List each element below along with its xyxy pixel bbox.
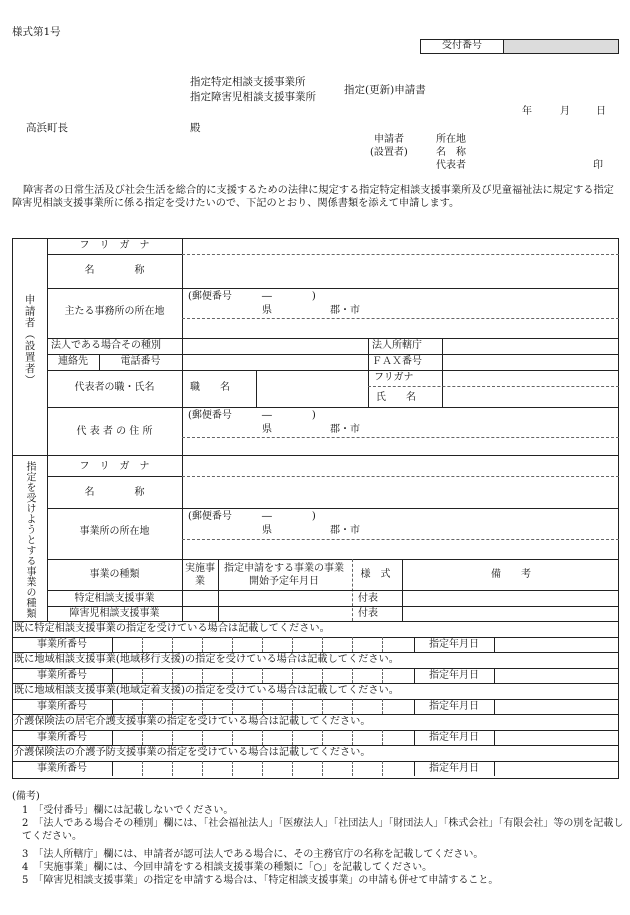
- office-number-label: 事業所番号: [37, 763, 87, 774]
- note-4: 4 「実施事業」欄には、今回申請をする相談支援事業の種類に「○」を記載してください。: [22, 862, 433, 873]
- divider: [12, 745, 619, 746]
- format-child: 付表: [358, 608, 378, 619]
- office-number-field[interactable]: [113, 762, 413, 775]
- date-field-child[interactable]: [220, 608, 350, 620]
- business-row-child: 障害児相談支援事業: [69, 608, 160, 619]
- office-location-pref: 県: [262, 525, 272, 536]
- rep-name-field[interactable]: [444, 389, 617, 405]
- applicant-rep-label: 代表者: [436, 160, 466, 171]
- designation-date-label: 指定年月日: [429, 763, 479, 774]
- main-office-label: 主たる事務所の所在地: [64, 306, 165, 317]
- divider: [494, 730, 495, 745]
- office-number-label: 事業所番号: [37, 701, 87, 712]
- date-field-specified[interactable]: [220, 592, 350, 604]
- title-line1: 指定特定相談支援事業所: [190, 76, 306, 88]
- fax-label: ＦＡＸ番号: [372, 356, 422, 367]
- applicant-furigana-label: フ リ ガ ナ: [79, 240, 150, 251]
- divider: [12, 652, 619, 653]
- corp-office-label: 法人所轄庁: [372, 340, 422, 351]
- previous-note-3: 既に地域相談支援事業(地域定着支援)の指定を受けている場合は記載してください。: [14, 685, 399, 696]
- remarks-field-specified[interactable]: [404, 592, 617, 604]
- note-1: 1 「受付番号」欄には記載しないでください。: [22, 805, 234, 816]
- seal-mark: 印: [593, 160, 603, 171]
- office-number-label: 事業所番号: [37, 639, 87, 650]
- rep-address-pref: 県: [262, 424, 272, 435]
- designation-date-field[interactable]: [496, 762, 617, 775]
- office-number-field[interactable]: [113, 700, 413, 713]
- business-furigana-label: フ リ ガ ナ: [79, 461, 150, 472]
- rep-address-city: 郡・市: [330, 424, 360, 435]
- designation-date-label: 指定年月日: [429, 639, 479, 650]
- designation-date-field[interactable]: [496, 700, 617, 713]
- designation-date-field[interactable]: [496, 731, 617, 744]
- title-line2: 指定障害児相談支援事業所: [190, 91, 316, 103]
- rep-name-label: 氏 名: [376, 392, 416, 403]
- applicant-address-label: 所在地: [436, 134, 466, 145]
- date-month: 月: [560, 106, 570, 117]
- business-row-specified: 特定相談支援事業: [74, 593, 155, 604]
- note-5: 5 「障害児相談支援事業」の指定を申請する場合は、「特定相談支援事業」の申請も併せて申請すること。: [22, 875, 499, 886]
- phone-label: 電話番号: [120, 356, 161, 367]
- previous-note-2: 既に地域相談支援事業(地域移行支援)の指定を受けている場合は記載してください。: [14, 654, 399, 665]
- position-label: 職 名: [190, 382, 230, 393]
- divider: [12, 683, 619, 684]
- office-number-field[interactable]: [113, 731, 413, 744]
- date-header: 指定申請をする事業の事業開始予定年月日: [224, 563, 344, 587]
- office-location-city: 郡・市: [330, 525, 360, 536]
- applicant-name-field[interactable]: [184, 256, 617, 286]
- divider: [494, 637, 495, 652]
- previous-note-4: 介護保険法の居宅介護支援事業の指定を受けている場合は記載してください。: [14, 716, 371, 727]
- designation-date-field[interactable]: [496, 638, 617, 651]
- rep-title-label: 代表者の職・氏名: [74, 382, 155, 393]
- notes-heading: (備考): [12, 791, 40, 802]
- impl-header: 実施事業: [185, 563, 215, 587]
- format-specified: 付表: [358, 593, 378, 604]
- previous-note-5: 介護保険法の介護予防支援事業の指定を受けている場合は記載してください。: [14, 747, 371, 758]
- designation-date-label: 指定年月日: [429, 670, 479, 681]
- divider: [494, 761, 495, 776]
- designation-date-field[interactable]: [496, 669, 617, 682]
- main-office-pref: 県: [262, 305, 272, 316]
- rep-address-field[interactable]: [184, 439, 617, 453]
- rep-address-postal: (郵便番号 ― ): [188, 410, 316, 421]
- fax-field[interactable]: [444, 356, 617, 368]
- business-name-header: 名 称: [84, 487, 145, 498]
- business-section-label: 指定を受けようとする事業の種類: [24, 461, 35, 619]
- office-location-label: 事業所の所在地: [79, 526, 150, 537]
- office-number-field[interactable]: [113, 669, 413, 682]
- applicant-section-label: 申請者（設置者）: [23, 294, 36, 386]
- rep-furigana-field[interactable]: [444, 372, 617, 384]
- intro-paragraph: 障害者の日常生活及び社会生活を総合的に支援するための法律に規定する指定特定相談支援事業所及び児童福祉法に規定する指定障害児相談支援事業所に係る指定を受けたいので、下記のとおり、関係書類を添えて申請します。: [12, 185, 614, 209]
- office-location-field[interactable]: [184, 541, 617, 557]
- date-year: 年: [522, 106, 532, 117]
- applicant-furigana-field[interactable]: [184, 240, 617, 253]
- type-header: 事業の種類: [89, 569, 140, 580]
- main-office-field[interactable]: [184, 320, 617, 336]
- previous-note-1: 既に特定相談支援事業の指定を受けている場合は記載してください。: [14, 623, 330, 634]
- note-2: 2 「法人である場合その種別」欄には、「社会福祉法人」「医療法人」「社団法人」「財団法人」「株式会社」「有限会社」等の別を記載してください。: [22, 818, 624, 842]
- applicant-name-header: 名 称: [84, 265, 145, 276]
- designation-date-label: 指定年月日: [429, 732, 479, 743]
- applicant-label: 申請者: [374, 134, 404, 145]
- office-number-field[interactable]: [113, 638, 413, 651]
- remarks-field-child[interactable]: [404, 608, 617, 620]
- office-number-label: 事業所番号: [37, 732, 87, 743]
- title-suffix: 指定(更新)申請書: [344, 84, 426, 96]
- addressee-honorific: 殿: [190, 122, 201, 134]
- contact-label: 連絡先: [58, 356, 88, 367]
- business-name-field[interactable]: [184, 478, 617, 506]
- divider: [494, 699, 495, 714]
- office-location-postal: (郵便番号 ― ): [188, 511, 316, 522]
- remarks-header: 備 考: [491, 569, 531, 580]
- rep-address-label: 代 表 者 の 住 所: [76, 426, 153, 437]
- form-number: 様式第1号: [12, 26, 61, 38]
- corp-type-field[interactable]: [184, 340, 366, 352]
- reception-label: 受付番号: [442, 40, 482, 51]
- corp-type-label: 法人である場合その種別: [51, 340, 161, 351]
- business-furigana-field[interactable]: [184, 459, 617, 474]
- position-field[interactable]: [258, 372, 366, 405]
- reception-value-field[interactable]: [504, 40, 618, 53]
- impl-field-specified[interactable]: [184, 592, 216, 604]
- applicant-sublabel: (設置者): [370, 147, 408, 158]
- phone-field[interactable]: [184, 356, 366, 368]
- applicant-name-label: 名 称: [436, 147, 466, 158]
- main-office-city: 郡・市: [330, 305, 360, 316]
- divider: [494, 668, 495, 683]
- office-number-label: 事業所番号: [37, 670, 87, 681]
- main-office-postal: (郵便番号 ― ): [188, 291, 316, 302]
- note-3: 3 「法人所轄庁」欄には、申請者が認可法人である場合に、その主務官庁の名称を記載してください。: [22, 849, 484, 860]
- format-header: 様 式: [360, 569, 391, 580]
- impl-field-child[interactable]: [184, 608, 216, 620]
- addressee-name: 高浜町長: [26, 122, 68, 134]
- date-day: 日: [596, 106, 606, 117]
- divider: [12, 714, 619, 715]
- rep-furigana-label: フリガナ: [374, 372, 414, 383]
- designation-date-label: 指定年月日: [429, 701, 479, 712]
- corp-office-field[interactable]: [444, 340, 617, 352]
